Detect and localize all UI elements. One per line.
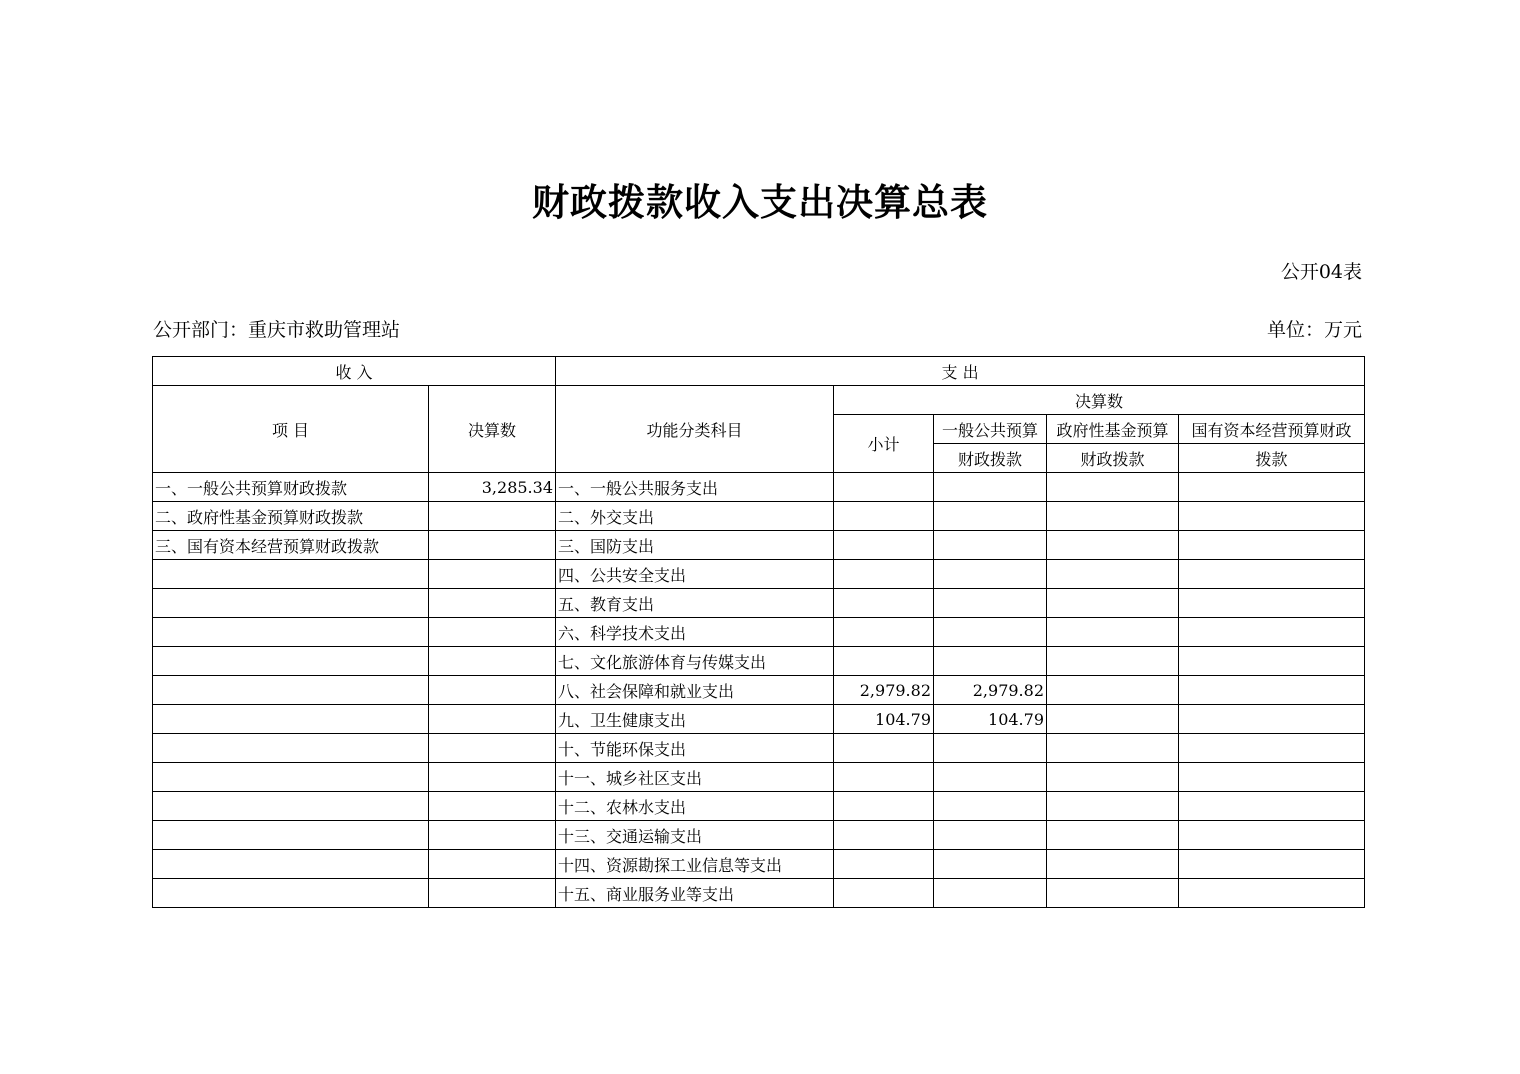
subtotal-cell: [834, 879, 934, 908]
subtotal-cell: [834, 850, 934, 879]
income-amount-cell: [429, 821, 556, 850]
state-capital-cell: [1179, 502, 1365, 531]
expense-item-cell: 三、国防支出: [556, 531, 834, 560]
state-capital-header-line1: 国有资本经营预算财政: [1179, 415, 1365, 444]
general-budget-cell: [934, 589, 1047, 618]
expense-item-cell: 四、公共安全支出: [556, 560, 834, 589]
general-budget-cell: [934, 502, 1047, 531]
table-row: [153, 589, 1365, 618]
subtotal-cell: [834, 589, 934, 618]
income-amount-cell: [429, 502, 556, 531]
form-number: 公开04表: [1280, 261, 1362, 283]
income-item-cell: [153, 589, 429, 618]
table-row: [153, 850, 1365, 879]
state-capital-cell: [1179, 705, 1365, 734]
gov-fund-cell: [1047, 705, 1179, 734]
general-budget-cell: [934, 734, 1047, 763]
table-row: [153, 647, 1365, 676]
state-capital-cell: [1179, 473, 1365, 502]
subtotal-cell: [834, 792, 934, 821]
income-header: 收 入: [153, 357, 556, 386]
table-row: [153, 705, 1365, 734]
subtotal-cell: 104.79: [834, 705, 934, 734]
budget-table: [152, 356, 1365, 908]
expense-item-cell: 九、卫生健康支出: [556, 705, 834, 734]
state-capital-cell: [1179, 618, 1365, 647]
page-title: 财政拨款收入支出决算总表: [532, 181, 988, 224]
general-budget-header-line2: 财政拨款: [934, 444, 1047, 473]
subtotal-cell: [834, 473, 934, 502]
state-capital-cell: [1179, 850, 1365, 879]
table-row: [153, 531, 1365, 560]
func-category-header: 功能分类科目: [556, 386, 834, 473]
state-capital-cell: [1179, 734, 1365, 763]
income-amount-cell: [429, 560, 556, 589]
income-item-cell: 一、一般公共预算财政拨款: [153, 473, 429, 502]
expense-item-cell: 十四、资源勘探工业信息等支出: [556, 850, 834, 879]
table-row: [153, 618, 1365, 647]
gov-fund-cell: [1047, 531, 1179, 560]
expense-item-cell: 十一、城乡社区支出: [556, 763, 834, 792]
gov-fund-cell: [1047, 821, 1179, 850]
subtotal-cell: 2,979.82: [834, 676, 934, 705]
gov-fund-cell: [1047, 676, 1179, 705]
table-row: [153, 879, 1365, 908]
income-item-cell: 二、政府性基金预算财政拨款: [153, 502, 429, 531]
income-amount-cell: [429, 879, 556, 908]
income-item-cell: [153, 879, 429, 908]
gov-fund-cell: [1047, 647, 1179, 676]
general-budget-cell: [934, 850, 1047, 879]
state-capital-cell: [1179, 763, 1365, 792]
general-budget-cell: [934, 879, 1047, 908]
general-budget-cell: 104.79: [934, 705, 1047, 734]
income-amount-cell: [429, 531, 556, 560]
state-capital-cell: [1179, 792, 1365, 821]
subtotal-cell: [834, 531, 934, 560]
subtotal-cell: [834, 647, 934, 676]
general-budget-header-line1: 一般公共预算: [934, 415, 1047, 444]
gov-fund-cell: [1047, 792, 1179, 821]
expense-item-cell: 七、文化旅游体育与传媒支出: [556, 647, 834, 676]
state-capital-cell: [1179, 531, 1365, 560]
subtotal-cell: [834, 502, 934, 531]
gov-fund-cell: [1047, 734, 1179, 763]
income-amount-cell: 3,285.34: [429, 473, 556, 502]
state-capital-cell: [1179, 647, 1365, 676]
expense-item-cell: 十三、交通运输支出: [556, 821, 834, 850]
gov-fund-header-line2: 财政拨款: [1047, 444, 1179, 473]
subtotal-cell: [834, 821, 934, 850]
header-row-1: [153, 357, 1365, 386]
expense-item-cell: 十二、农林水支出: [556, 792, 834, 821]
income-item-cell: [153, 850, 429, 879]
subtotal-header: 小计: [834, 415, 934, 473]
gov-fund-cell: [1047, 502, 1179, 531]
income-amount-cell: [429, 676, 556, 705]
income-item-cell: [153, 792, 429, 821]
expense-item-cell: 十、节能环保支出: [556, 734, 834, 763]
gov-fund-cell: [1047, 763, 1179, 792]
gov-fund-cell: [1047, 473, 1179, 502]
item-header: 项 目: [153, 386, 429, 473]
income-item-cell: [153, 560, 429, 589]
expense-item-cell: 八、社会保障和就业支出: [556, 676, 834, 705]
income-amount-header: 决算数: [429, 386, 556, 473]
income-item-cell: [153, 734, 429, 763]
state-capital-cell: [1179, 676, 1365, 705]
state-capital-cell: [1179, 879, 1365, 908]
general-budget-cell: [934, 763, 1047, 792]
expense-item-cell: 五、教育支出: [556, 589, 834, 618]
department-label: 公开部门：重庆市救助管理站: [153, 319, 401, 341]
general-budget-cell: [934, 792, 1047, 821]
table-row: [153, 502, 1365, 531]
general-budget-cell: [934, 647, 1047, 676]
unit-label: 单位：万元: [1266, 319, 1362, 341]
income-item-cell: [153, 821, 429, 850]
expense-header: 支 出: [556, 357, 1365, 386]
general-budget-cell: [934, 618, 1047, 647]
gov-fund-cell: [1047, 850, 1179, 879]
gov-fund-cell: [1047, 589, 1179, 618]
expense-item-cell: 十五、商业服务业等支出: [556, 879, 834, 908]
expense-item-cell: 一、一般公共服务支出: [556, 473, 834, 502]
income-amount-cell: [429, 850, 556, 879]
income-item-cell: [153, 763, 429, 792]
general-budget-cell: [934, 821, 1047, 850]
expense-item-cell: 二、外交支出: [556, 502, 834, 531]
income-amount-cell: [429, 705, 556, 734]
income-item-cell: [153, 676, 429, 705]
general-budget-cell: 2,979.82: [934, 676, 1047, 705]
expense-item-cell: 六、科学技术支出: [556, 618, 834, 647]
gov-fund-header-line1: 政府性基金预算: [1047, 415, 1179, 444]
subtotal-cell: [834, 560, 934, 589]
subtotal-cell: [834, 618, 934, 647]
general-budget-cell: [934, 560, 1047, 589]
income-amount-cell: [429, 763, 556, 792]
table-row: [153, 473, 1365, 502]
table-row: [153, 792, 1365, 821]
header-row-2: [153, 386, 1365, 415]
subtotal-cell: [834, 734, 934, 763]
state-capital-cell: [1179, 589, 1365, 618]
gov-fund-cell: [1047, 618, 1179, 647]
gov-fund-cell: [1047, 560, 1179, 589]
income-item-cell: [153, 705, 429, 734]
income-amount-cell: [429, 734, 556, 763]
table-row: [153, 821, 1365, 850]
table-row: [153, 734, 1365, 763]
state-capital-header-line2: 拨款: [1179, 444, 1365, 473]
subtotal-cell: [834, 763, 934, 792]
income-amount-cell: [429, 647, 556, 676]
general-budget-cell: [934, 473, 1047, 502]
income-item-cell: 三、国有资本经营预算财政拨款: [153, 531, 429, 560]
state-capital-cell: [1179, 560, 1365, 589]
income-item-cell: [153, 618, 429, 647]
table-row: [153, 763, 1365, 792]
income-amount-cell: [429, 589, 556, 618]
final-amount-group-header: 决算数: [834, 386, 1365, 415]
table-row: [153, 676, 1365, 705]
income-item-cell: [153, 647, 429, 676]
state-capital-cell: [1179, 821, 1365, 850]
table-row: [153, 560, 1365, 589]
general-budget-cell: [934, 531, 1047, 560]
income-amount-cell: [429, 792, 556, 821]
income-amount-cell: [429, 618, 556, 647]
gov-fund-cell: [1047, 879, 1179, 908]
